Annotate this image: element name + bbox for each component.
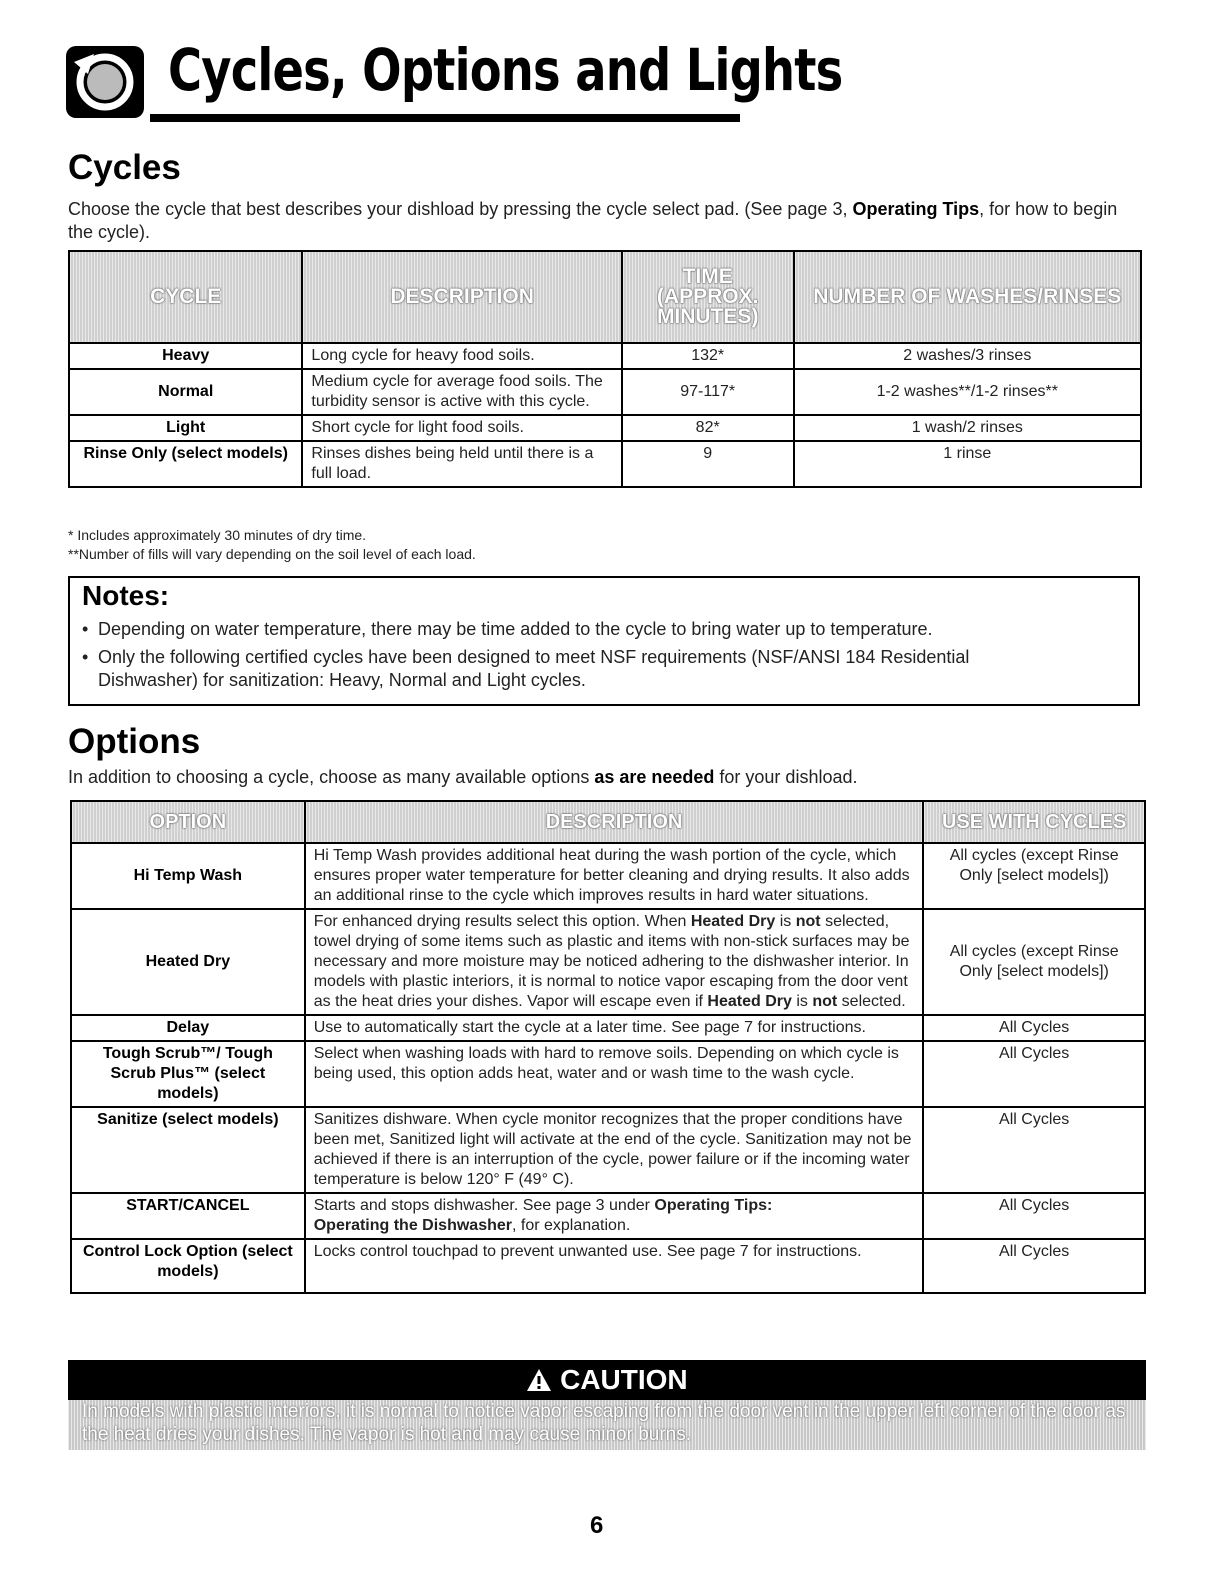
cycle-time: 132* [622, 343, 794, 369]
col-washes: NUMBER OF WASHES/RINSES [794, 251, 1141, 343]
note-text: Only the following certified cycles have been designed to meet NSF requirements (NSF/ANSI 184 Residential Dishwasher) for sanitization: Heavy, Normal and Light cycles. [98, 647, 970, 690]
cycles-table [68, 250, 1142, 488]
table-row [71, 909, 1145, 1015]
table-row [69, 415, 1141, 441]
cycle-name: Light [69, 415, 302, 441]
cycles-heading: Cycles [68, 148, 181, 187]
cycle-washes: 2 washes/3 rinses [794, 343, 1141, 369]
table-row [69, 343, 1141, 369]
warning-triangle-icon [526, 1364, 560, 1395]
option-name: Sanitize (select models) [71, 1107, 305, 1193]
option-name: START/CANCEL [71, 1193, 305, 1239]
col-description: DESCRIPTION [302, 251, 621, 343]
option-name: Tough Scrub™/ Tough Scrub Plus™ (select models) [71, 1041, 305, 1107]
table-row [69, 369, 1141, 415]
notes-box [68, 576, 1140, 706]
option-description: For enhanced drying results select this option. When Heated Dry is not selected, towel drying of some items such as plastic and items with non-stick surfaces may be necessary and more moisture may be noticed adhering to the dishwasher interior. In models with plastic interiors, it is normal to notice vapor escaping from the door vent as the heat dries your dishes. Vapor will escape even if Heated Dry is not selected. [305, 909, 924, 1015]
option-name: Delay [71, 1015, 305, 1041]
option-name: Heated Dry [71, 909, 305, 1015]
option-use: All Cycles [923, 1041, 1145, 1107]
cycle-description: Rinses dishes being held until there is a full load. [302, 441, 621, 487]
col-time: TIME (APPROX. MINUTES) [622, 251, 794, 343]
option-description: Locks control touchpad to prevent unwanted use. See page 7 for instructions. [305, 1239, 924, 1293]
cycle-washes: 1-2 washes**/1-2 rinses** [794, 369, 1141, 415]
cycle-name: Normal [69, 369, 302, 415]
list-item [82, 646, 1042, 692]
option-name: Control Lock Option (select models) [71, 1239, 305, 1293]
footnote-fills: **Number of fills will vary depending on the soil level of each load. [68, 546, 476, 562]
options-table [70, 800, 1146, 1294]
option-use: All Cycles [923, 1015, 1145, 1041]
option-description: Hi Temp Wash provides additional heat during the wash portion of the cycle, which ensures proper water temperature for better cleaning and drying results. It also adds an additional rinse to the cycle which improves results in hard water situations. [305, 843, 924, 909]
cycle-name: Rinse Only (select models) [69, 441, 302, 487]
cycle-name: Heavy [69, 343, 302, 369]
cycle-description: Long cycle for heavy food soils. [302, 343, 621, 369]
cycle-washes: 1 wash/2 rinses [794, 415, 1141, 441]
option-description: Use to automatically start the cycle at a later time. See page 7 for instructions. [305, 1015, 924, 1041]
col-option: OPTION [71, 801, 305, 843]
note-text: Depending on water temperature, there may be time added to the cycle to bring water up to temperature. [98, 619, 933, 639]
table-row [71, 1041, 1145, 1107]
notes-heading: Notes: [82, 580, 170, 611]
option-use: All Cycles [923, 1193, 1145, 1239]
col-cycle: CYCLE [69, 251, 302, 343]
cycles-table-header [69, 251, 1141, 343]
options-heading: Options [68, 722, 201, 761]
options-table-header [71, 801, 1145, 843]
table-row [71, 1239, 1145, 1293]
bullet-icon: • [82, 647, 89, 667]
list-item [82, 618, 1122, 641]
cycle-time: 82* [622, 415, 794, 441]
footnote-dry-time: * Includes approximately 30 minutes of dry time. [68, 527, 367, 543]
options-intro: In addition to choosing a cycle, choose as many available options as are needed for your dishload. [68, 767, 858, 787]
table-row [71, 1193, 1145, 1239]
cycle-washes: 1 rinse [794, 441, 1141, 487]
table-row [71, 843, 1145, 909]
cycle-time: 9 [622, 441, 794, 487]
title-underline [150, 114, 740, 122]
table-row [71, 1107, 1145, 1193]
cycles-intro: Choose the cycle that best describes your dishload by pressing the cycle select pad. (See page 3, Operating Tips, for how to begin the cycle). [68, 199, 1118, 242]
option-description: Starts and stops dishwasher. See page 3 under Operating Tips: Operating the Dishwasher, for explanation. [305, 1193, 924, 1239]
page-number: 6 [590, 1512, 604, 1539]
option-use: All cycles (except Rinse Only [select models]) [923, 909, 1145, 1015]
option-use: All Cycles [923, 1107, 1145, 1193]
option-description: Sanitizes dishware. When cycle monitor recognizes that the proper conditions have been met, Sanitized light will activate at the end of the cycle. Sanitization may not be achieved if there is an interruption of the cycle, power failure or if the incoming water temperature is below 120° F (49° C). [305, 1107, 924, 1193]
caution-text: In models with plastic interiors, it is normal to notice vapor escaping from the door vent in the upper left corner of the door as the heat dries your dishes. The vapor is hot and may cause minor burns. [68, 1400, 1146, 1450]
caution-banner [68, 1360, 1146, 1400]
option-use: All Cycles [923, 1239, 1145, 1293]
option-use: All cycles (except Rinse Only [select models]) [923, 843, 1145, 909]
page-title: Cycles, Options and Lights [168, 36, 843, 104]
col-use-with-cycles: USE WITH CYCLES [923, 801, 1145, 843]
table-row [69, 441, 1141, 487]
cycle-time: 97-117* [622, 369, 794, 415]
option-description: Select when washing loads with hard to remove soils. Depending on which cycle is being used, this option adds heat, water and or wash time to the wash cycle. [305, 1041, 924, 1107]
bullet-icon: • [82, 619, 89, 639]
col-description: DESCRIPTION [305, 801, 924, 843]
cycle-description: Medium cycle for average food soils. The turbidity sensor is active with this cycle. [302, 369, 621, 415]
option-name: Hi Temp Wash [71, 843, 305, 909]
circular-arrow-icon [64, 44, 146, 120]
table-row [71, 1015, 1145, 1041]
caution-label: CAUTION [560, 1364, 688, 1395]
cycle-description: Short cycle for light food soils. [302, 415, 621, 441]
